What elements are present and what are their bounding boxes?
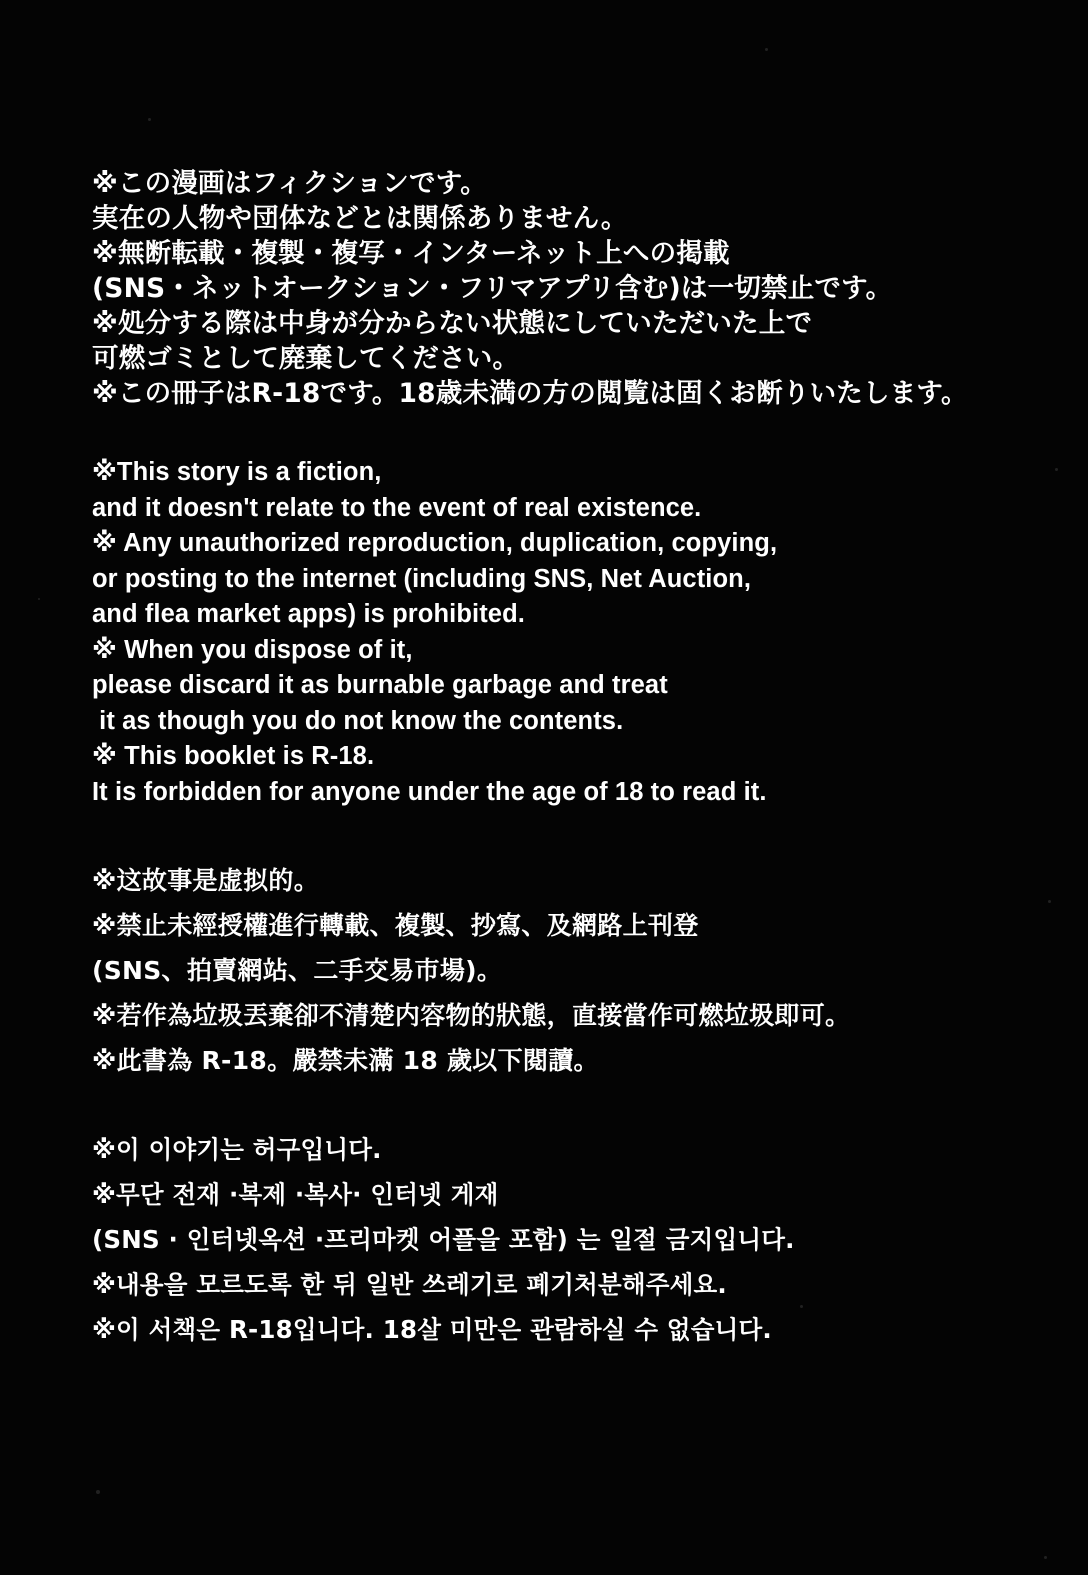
chinese-notice-line: ※若作為垃圾丟棄卻不清楚内容物的狀態，直接當作可燃垃圾即可。 bbox=[92, 1001, 851, 1030]
chinese-notice-line: ※禁止未經授權進行轉載、複製、抄寫、及網路上刊登 bbox=[92, 911, 699, 940]
japanese-notice-line: ※この冊子はR-18です。18歳未満の方の閲覧は固くお断りいたします。 bbox=[92, 378, 968, 409]
english-notice-line: ※This story is a fiction, bbox=[92, 458, 382, 486]
chinese-notice-line: ※这故事是虚拟的。 bbox=[92, 866, 320, 895]
korean-notice-block bbox=[92, 1127, 1052, 1352]
notice-text-container bbox=[92, 166, 1052, 1352]
japanese-notice-line: 実在の人物や団体などとは関係ありません。 bbox=[92, 203, 628, 234]
dust-speck bbox=[148, 118, 151, 121]
dust-speck bbox=[38, 598, 40, 600]
japanese-notice-line: (SNS・ネットオークション・フリマアプリ含む)は一切禁止です。 bbox=[92, 273, 893, 304]
english-notice-line: please discard it as burnable garbage and treat bbox=[92, 671, 668, 699]
dust-speck bbox=[765, 48, 768, 51]
korean-notice-line: (SNS · 인터넷옥션 ·프리마켓 어플을 포함) 는 일절 금지입니다. bbox=[92, 1225, 795, 1254]
korean-notice-line: ※무단 전재 ·복제 ·복사· 인터넷 게재 bbox=[92, 1180, 499, 1209]
english-notice-line: ※ This booklet is R-18. bbox=[92, 742, 375, 770]
english-notice-line: It is forbidden for anyone under the age of 18 to read it. bbox=[92, 777, 767, 806]
english-notice-line: or posting to the internet (including SNS, Net Auction, bbox=[92, 564, 752, 593]
english-notice-block bbox=[92, 455, 1052, 810]
japanese-notice-line: ※処分する際は中身が分からない状態にしていただいた上で bbox=[92, 308, 813, 339]
english-notice-line: ※ Any unauthorized reproduction, duplication, copying, bbox=[92, 529, 778, 557]
dust-speck bbox=[1055, 468, 1058, 471]
dust-speck bbox=[1044, 1556, 1047, 1559]
block-spacer bbox=[92, 411, 1052, 455]
japanese-notice-line: 可燃ゴミとして廃棄してください。 bbox=[92, 343, 520, 374]
english-notice-line: and flea market apps) is prohibited. bbox=[92, 600, 525, 628]
chinese-notice-line: (SNS、拍賣網站、二手交易市場)。 bbox=[92, 956, 503, 985]
block-spacer bbox=[92, 810, 1052, 858]
block-spacer bbox=[92, 1083, 1052, 1127]
chinese-notice-block bbox=[92, 858, 1052, 1083]
korean-notice-line: ※내용을 모르도록 한 뒤 일반 쓰레기로 폐기처분해주세요. bbox=[92, 1270, 727, 1299]
english-notice-line: and it doesn't relate to the event of real existence. bbox=[92, 493, 702, 522]
japanese-notice-block bbox=[92, 166, 1052, 411]
japanese-notice-line: ※無断転載・複製・複写・インターネット上への掲載 bbox=[92, 238, 730, 269]
japanese-notice-line: ※この漫画はフィクションです。 bbox=[92, 168, 487, 199]
english-notice-line: it as though you do not know the contents. bbox=[92, 706, 624, 735]
chinese-notice-line: ※此書為 R-18。嚴禁未滿 18 歲以下閱讀。 bbox=[92, 1046, 599, 1075]
korean-notice-line: ※이 서책은 R-18입니다. 18살 미만은 관람하실 수 없습니다. bbox=[92, 1315, 772, 1344]
english-notice-line: ※ When you dispose of it, bbox=[92, 635, 413, 664]
korean-notice-line: ※이 이야기는 허구입니다. bbox=[92, 1135, 382, 1164]
dust-speck bbox=[96, 1490, 100, 1494]
